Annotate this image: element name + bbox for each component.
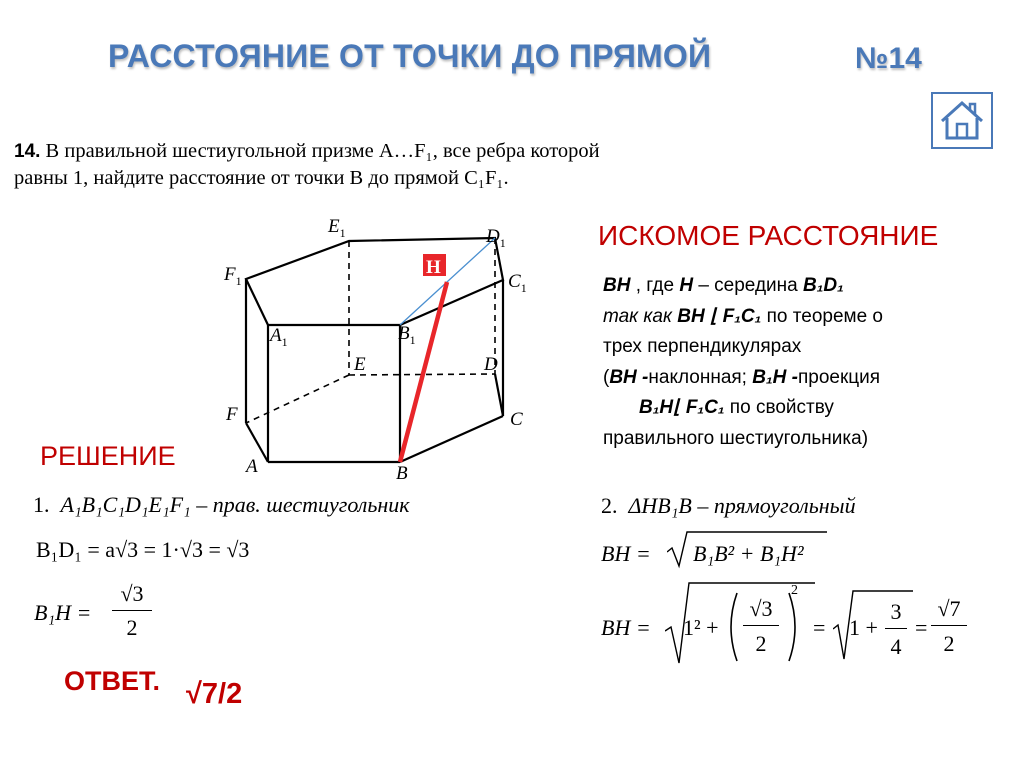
top-face [246,238,503,325]
label-c1: $C_1$ [508,271,527,295]
edge-b-c [400,416,503,462]
label-a1: $A_1$ [270,325,288,349]
home-button[interactable] [931,92,993,149]
problem-line-2: равны 1, найдите расстояние от точки B до прямой C₁F₁. [14,167,509,189]
label-b1: $B_1$ [398,323,416,347]
problem-number: №14 [855,42,922,75]
edge-e-f [246,375,349,423]
answer-label: ОТВЕТ. [64,666,160,696]
label-h: H [426,257,441,278]
label-e: E [354,354,366,375]
equation-b1d1: B₁D₁ = a√3 = 1·√3 = √3 [36,537,250,562]
label-e1: $E_1$ [328,216,346,240]
answer-value: √7/2 [186,678,243,710]
step-2: 2. ΔHB₁B – прямоугольный [601,493,856,518]
solution-heading: РЕШЕНИЕ [40,441,176,471]
label-a: A [246,456,258,477]
problem-statement [14,138,754,192]
label-d: D [484,354,498,375]
prism-figure [210,208,540,480]
label-f1: $F_1$ [224,264,242,288]
segment-bh [400,282,447,462]
problem-number-label: 14. [14,141,41,162]
explanation: BH , где H – середина B₁D₁ так как BH ⌊ F₁C₁ по теореме о трех перпендикулярах (BH -наклонная; B₁H -проекция B₁H⌊ F₁C₁ по свойству правильного шестиугольника) [603,275,883,449]
label-b: B [396,463,408,480]
label-f: F [226,404,238,425]
label-c: C [510,409,523,430]
step-1: 1. A₁B₁C₁D₁E₁F₁ – прав. шестиугольник [33,492,410,517]
edge-d-c [495,374,503,416]
home-icon [933,94,991,147]
sought-distance-heading: ИСКОМОЕ РАССТОЯНИЕ [598,220,939,251]
diagonal-b1-d1 [400,238,495,325]
page-title: РАССТОЯНИЕ ОТ ТОЧКИ ДО ПРЯМОЙ [108,38,712,74]
problem-line-1: В правильной шестиугольной призме A…F₁, все ребра которой [45,140,600,162]
label-d1: $D_1$ [486,226,506,250]
